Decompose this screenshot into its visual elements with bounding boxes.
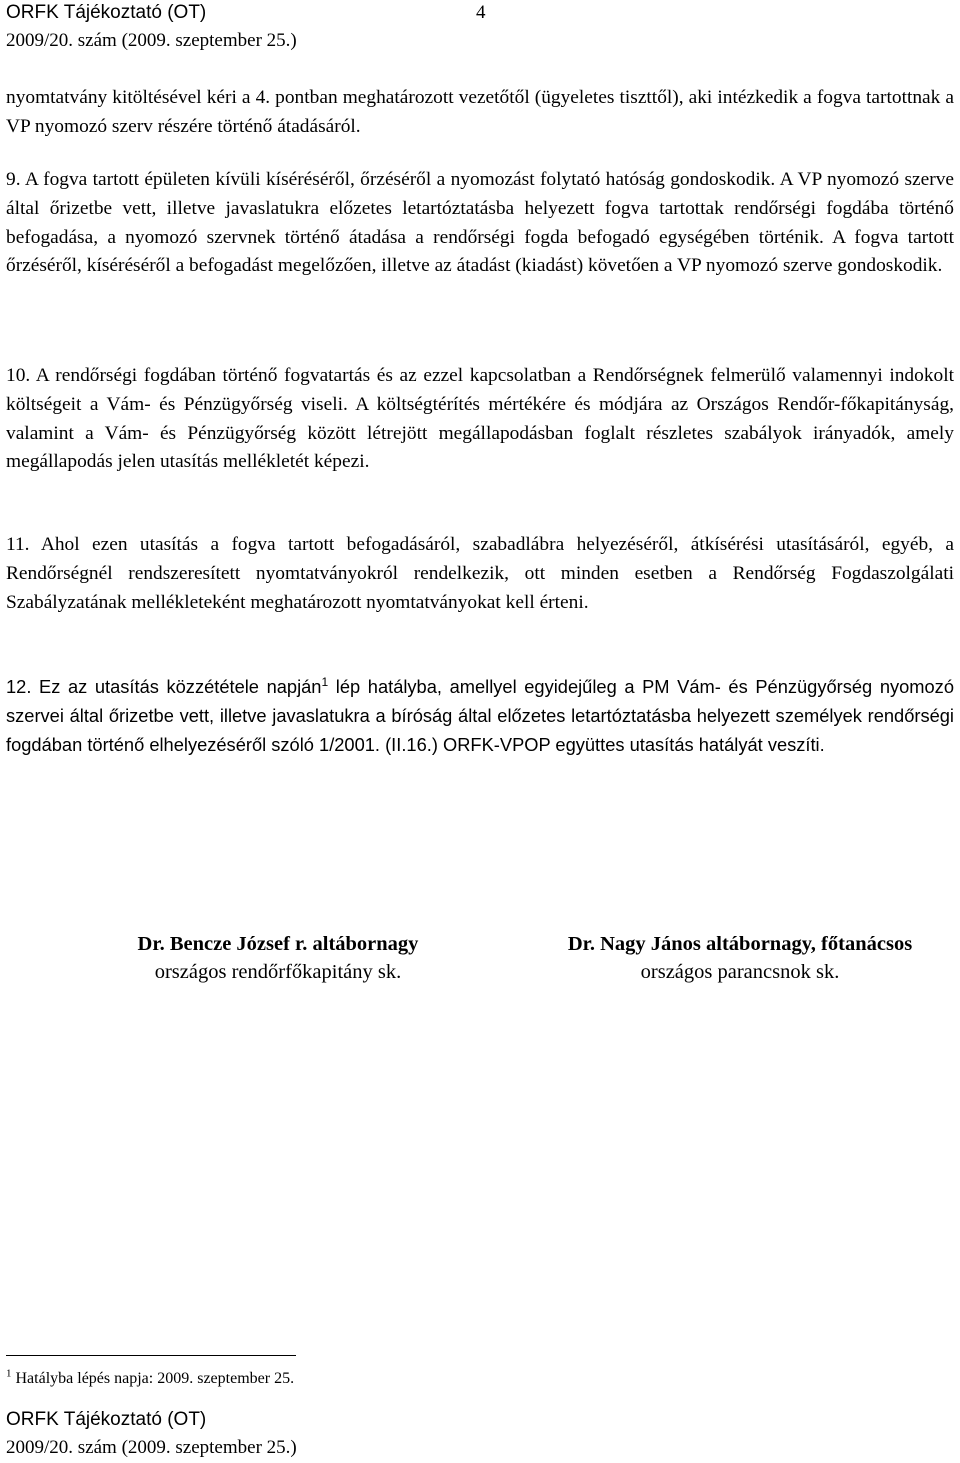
paragraph-12-lead: 12. Ez az utasítás közzététele napján <box>6 676 322 697</box>
paragraph-10: 10. A rendőrségi fogdában történő fogvatartás és az ezzel kapcsolatban a Rendőrségnek felmerülő valamennyi indokolt költségeit a Vám- és Pénzügyőrség viseli. A költségtérítés mértékére és módjára az Országos Rendőr-főkapitányság, valamint a Vám- és Pénzügyőrség között létrejött megállapodásban foglalt részletes szabályok irányadók, amely megállapodás jelen utasítás mellékletét képezi. <box>6 365 954 473</box>
footnote <box>6 1368 294 1390</box>
footer-issue: 2009/20. szám (2009. szeptember 25.) <box>6 1437 297 1458</box>
signature-right <box>520 930 960 986</box>
paragraph-9: 9. A fogva tartott épületen kívüli kíséréséről, őrzéséről a nyomozást folytató hatóság gondoskodik. A VP nyomozó szerve által őrizetbe vett, illetve javaslatukra előzetes letartóztatásba helyezett fogva tartottak rendőrségi fogdába történő befogadása, a nyomozó szervnek történő átadása a rendőrségi fogda befogadó egységében történik. A fogva tartott őrzéséről, kíséréséről a befogadást megelőzően, illetve az átadást (kiadást) követően a VP nyomozó szerve gondoskodik. <box>6 169 954 277</box>
signature-left <box>68 930 488 986</box>
footnote-marker: 1 <box>6 1367 12 1380</box>
signature-right-title: országos parancsnok sk. <box>640 961 840 983</box>
header-title: ORFK Tájékoztató (OT) <box>6 2 207 23</box>
signature-right-name: Dr. Nagy János altábornagy, főtanácsos <box>567 933 913 955</box>
header-issue: 2009/20. szám (2009. szeptember 25.) <box>6 30 297 51</box>
footnote-reference: 1 <box>321 674 329 689</box>
paragraph-11: 11. Ahol ezen utasítás a fogva tartott befogadásáról, szabadlábra helyezéséről, átkísérési utasításáról, egyéb, a Rendőrségnél rendszeresített nyomtatványokról rendelkezik, ott minden esetben a Rendőrség Fogdaszolgálati Szabályzatának mellékleteként meghatározott nyomtatványokat kell érteni. <box>6 534 954 613</box>
footnote-text: Hatályba lépés napja: 2009. szeptember 25. <box>11 1370 295 1387</box>
page-number: 4 <box>476 2 486 23</box>
paragraph-continued: nyomtatvány kitöltésével kéri a 4. pontban meghatározott vezetőtől (ügyeletes tiszttől), aki intézkedik a fogva tartottnak a VP nyomozó szerv részére történő átadásáról. <box>6 87 954 137</box>
footer-title: ORFK Tájékoztató (OT) <box>6 1409 207 1430</box>
signature-left-name: Dr. Bencze József r. altábornagy <box>137 933 419 955</box>
footnote-separator <box>6 1355 296 1356</box>
paragraph-12-rest: lép hatályba, amellyel egyidejűleg a PM Vám- és Pénzügyőrség nyomozó szervei által őrizetbe vett, illetve javaslatukra a bíróság által előzetes letartóztatásba helyezett személyek rendőrségi fogdában történő elhelyezéséről szóló 1/2001. (II.16.) ORFK-VPOP együttes utasítás hatályát veszíti. <box>6 676 954 755</box>
paragraph-12 <box>6 673 954 759</box>
signature-left-title: országos rendőrfőkapitány sk. <box>154 961 402 983</box>
